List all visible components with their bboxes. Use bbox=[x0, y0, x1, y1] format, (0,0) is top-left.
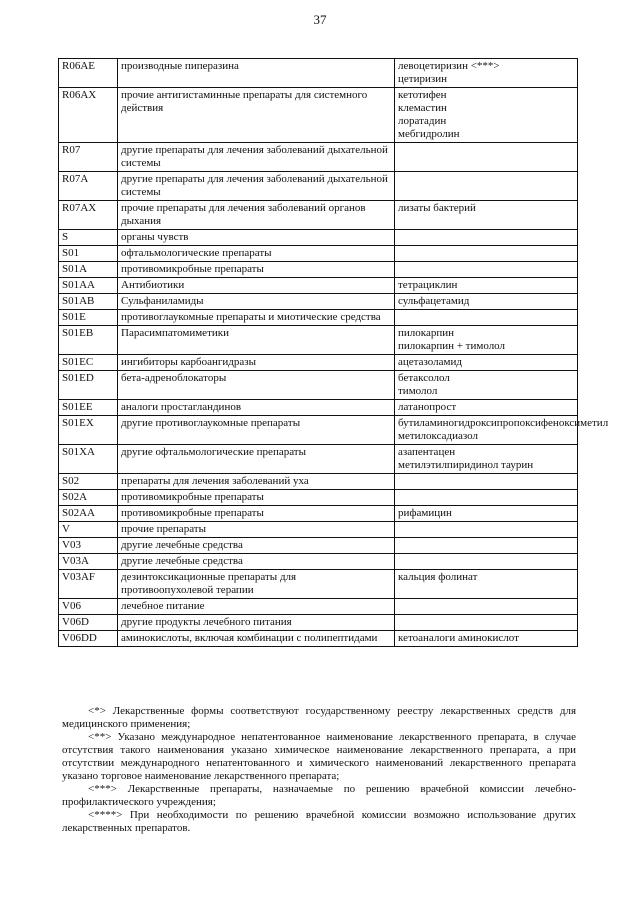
table-row bbox=[59, 506, 578, 522]
drug-name: рифамицин bbox=[398, 507, 452, 519]
group-description-cell: другие лечебные средства bbox=[118, 554, 395, 570]
table-row bbox=[59, 262, 578, 278]
drug-names-cell bbox=[395, 570, 578, 599]
table-row bbox=[59, 599, 578, 615]
table-row bbox=[59, 88, 578, 143]
group-description-cell: противомикробные препараты bbox=[118, 262, 395, 278]
atc-code-cell: S01EB bbox=[59, 326, 118, 355]
drug-name: сульфацетамид bbox=[398, 295, 470, 307]
atc-code-cell: V bbox=[59, 522, 118, 538]
drug-names-cell bbox=[395, 599, 578, 615]
table-row bbox=[59, 278, 578, 294]
drug-name: левоцетиризин <***> bbox=[398, 60, 500, 72]
drug-name: метилоксадиазол bbox=[398, 430, 478, 442]
drug-names-cell bbox=[395, 355, 578, 371]
group-description-cell: Антибиотики bbox=[118, 278, 395, 294]
drug-name: бутиламиногидроксипропоксифеноксиметил bbox=[398, 417, 609, 429]
drug-names-cell bbox=[395, 326, 578, 355]
drug-names-cell bbox=[395, 631, 578, 647]
table-row bbox=[59, 294, 578, 310]
drug-name: пилокарпин bbox=[398, 327, 454, 339]
drug-names-cell bbox=[395, 230, 578, 246]
group-description-cell: прочие препараты bbox=[118, 522, 395, 538]
drug-names-cell bbox=[395, 88, 578, 143]
atc-code-cell: S01E bbox=[59, 310, 118, 326]
table-row bbox=[59, 143, 578, 172]
group-description-cell: противоглаукомные препараты и миотические средства bbox=[118, 310, 395, 326]
atc-code-cell: S01EX bbox=[59, 416, 118, 445]
drug-names-cell bbox=[395, 278, 578, 294]
atc-code-cell: V03AF bbox=[59, 570, 118, 599]
group-description-cell: препараты для лечения заболеваний уха bbox=[118, 474, 395, 490]
footnote: <**> Указано международное непатентованное наименование лекарственного препарата, в случае отсутствия такого наименования указано химическое наименование лекарственного препарата, а при отсутствии международного непатентованного и химического наименований лекарственного препарата указано торговое наименование лекарственного препарата; bbox=[62, 731, 576, 782]
table-row bbox=[59, 474, 578, 490]
atc-code-cell: R07A bbox=[59, 172, 118, 201]
footnotes bbox=[62, 705, 576, 835]
group-description-cell: органы чувств bbox=[118, 230, 395, 246]
table-row bbox=[59, 538, 578, 554]
table-row bbox=[59, 355, 578, 371]
drug-names-cell bbox=[395, 59, 578, 88]
table-row bbox=[59, 615, 578, 631]
footnote: <****> При необходимости по решению врачебной комиссии возможно использование других лекарственных препаратов. bbox=[62, 809, 576, 834]
drug-names-cell bbox=[395, 310, 578, 326]
table-row bbox=[59, 631, 578, 647]
group-description-cell: прочие антигистаминные препараты для системного действия bbox=[118, 88, 395, 143]
atc-code-cell: V06D bbox=[59, 615, 118, 631]
drug-names-cell bbox=[395, 294, 578, 310]
drug-name: латанопрост bbox=[398, 401, 457, 413]
group-description-cell: офтальмологические препараты bbox=[118, 246, 395, 262]
group-description-cell: противомикробные препараты bbox=[118, 506, 395, 522]
table-row bbox=[59, 522, 578, 538]
drug-name: кетоаналоги аминокислот bbox=[398, 632, 519, 644]
drug-name: цетиризин bbox=[398, 73, 447, 85]
group-description-cell: лечебное питание bbox=[118, 599, 395, 615]
atc-code-cell: S01AB bbox=[59, 294, 118, 310]
table-row bbox=[59, 326, 578, 355]
drug-names-cell bbox=[395, 445, 578, 474]
drug-name: кальция фолинат bbox=[398, 571, 478, 583]
atc-code-cell: R06AE bbox=[59, 59, 118, 88]
table-row bbox=[59, 445, 578, 474]
atc-code-cell: S02AA bbox=[59, 506, 118, 522]
drug-names-cell bbox=[395, 143, 578, 172]
drug-name: азапентацен bbox=[398, 446, 456, 458]
table-row bbox=[59, 416, 578, 445]
drug-names-cell bbox=[395, 522, 578, 538]
atc-code-cell: S01 bbox=[59, 246, 118, 262]
drug-names-cell bbox=[395, 371, 578, 400]
group-description-cell: дезинтоксикационные препараты для противоопухолевой терапии bbox=[118, 570, 395, 599]
drug-names-cell bbox=[395, 506, 578, 522]
drug-name: мебгидролин bbox=[398, 128, 460, 140]
drug-names-cell bbox=[395, 474, 578, 490]
drug-name: пилокарпин + тимолол bbox=[398, 340, 506, 352]
drug-name: тетрациклин bbox=[398, 279, 458, 291]
drug-names-cell bbox=[395, 201, 578, 230]
table-row bbox=[59, 554, 578, 570]
group-description-cell: другие лечебные средства bbox=[118, 538, 395, 554]
table-row bbox=[59, 201, 578, 230]
drug-name: тимолол bbox=[398, 385, 438, 397]
atc-code-cell: V06 bbox=[59, 599, 118, 615]
atc-code-cell: S01EE bbox=[59, 400, 118, 416]
atc-code-cell: S02A bbox=[59, 490, 118, 506]
atc-code-cell: S01EC bbox=[59, 355, 118, 371]
drug-name: лоратадин bbox=[398, 115, 447, 127]
group-description-cell: другие продукты лечебного питания bbox=[118, 615, 395, 631]
atc-code-cell: R07AX bbox=[59, 201, 118, 230]
group-description-cell: другие препараты для лечения заболеваний дыхательной системы bbox=[118, 143, 395, 172]
group-description-cell: бета-адреноблокаторы bbox=[118, 371, 395, 400]
drug-names-cell bbox=[395, 615, 578, 631]
table-row bbox=[59, 570, 578, 599]
group-description-cell: другие противоглаукомные препараты bbox=[118, 416, 395, 445]
page-number: 37 bbox=[313, 12, 327, 27]
atc-code-cell: S bbox=[59, 230, 118, 246]
drug-names-cell bbox=[395, 172, 578, 201]
atc-code-cell: R07 bbox=[59, 143, 118, 172]
group-description-cell: аминокислоты, включая комбинации с полипептидами bbox=[118, 631, 395, 647]
drug-names-cell bbox=[395, 400, 578, 416]
table-row bbox=[59, 490, 578, 506]
atc-code-cell: V06DD bbox=[59, 631, 118, 647]
atc-code-cell: V03 bbox=[59, 538, 118, 554]
table-row bbox=[59, 371, 578, 400]
drug-name: метилэтилпиридинол таурин bbox=[398, 459, 534, 471]
drug-names-cell bbox=[395, 490, 578, 506]
drug-names-cell bbox=[395, 538, 578, 554]
footnote: <***> Лекарственные препараты, назначаемые по решению врачебной комиссии лечебно-профилактического учреждения; bbox=[62, 783, 576, 808]
drug-name: лизаты бактерий bbox=[398, 202, 476, 214]
group-description-cell: другие препараты для лечения заболеваний дыхательной системы bbox=[118, 172, 395, 201]
group-description-cell: производные пиперазина bbox=[118, 59, 395, 88]
drug-name: ацетазоламид bbox=[398, 356, 462, 368]
drug-names-cell bbox=[395, 262, 578, 278]
group-description-cell: ингибиторы карбоангидразы bbox=[118, 355, 395, 371]
table-row bbox=[59, 310, 578, 326]
atc-code-cell: S02 bbox=[59, 474, 118, 490]
group-description-cell: противомикробные препараты bbox=[118, 490, 395, 506]
drug-name: бетаксолол bbox=[398, 372, 450, 384]
group-description-cell: аналоги простагландинов bbox=[118, 400, 395, 416]
drug-names-cell bbox=[395, 554, 578, 570]
table-row bbox=[59, 246, 578, 262]
drug-list-table bbox=[58, 58, 609, 647]
table-row bbox=[59, 400, 578, 416]
table-row bbox=[59, 172, 578, 201]
atc-code-cell: S01A bbox=[59, 262, 118, 278]
group-description-cell: прочие препараты для лечения заболеваний органов дыхания bbox=[118, 201, 395, 230]
drug-names-cell bbox=[395, 246, 578, 262]
atc-code-cell: S01ED bbox=[59, 371, 118, 400]
atc-code-cell: R06AX bbox=[59, 88, 118, 143]
atc-code-cell: S01XA bbox=[59, 445, 118, 474]
drug-names-cell bbox=[395, 416, 609, 445]
table-row bbox=[59, 230, 578, 246]
atc-code-cell: V03A bbox=[59, 554, 118, 570]
atc-code-cell: S01AA bbox=[59, 278, 118, 294]
footnote: <*> Лекарственные формы соответствуют государственному реестру лекарственных средств для медицинского применения; bbox=[62, 705, 576, 730]
group-description-cell: Парасимпатомиметики bbox=[118, 326, 395, 355]
group-description-cell: Сульфаниламиды bbox=[118, 294, 395, 310]
group-description-cell: другие офтальмологические препараты bbox=[118, 445, 395, 474]
drug-name: кетотифен bbox=[398, 89, 447, 101]
drug-name: клемастин bbox=[398, 102, 447, 114]
table-row bbox=[59, 59, 578, 88]
